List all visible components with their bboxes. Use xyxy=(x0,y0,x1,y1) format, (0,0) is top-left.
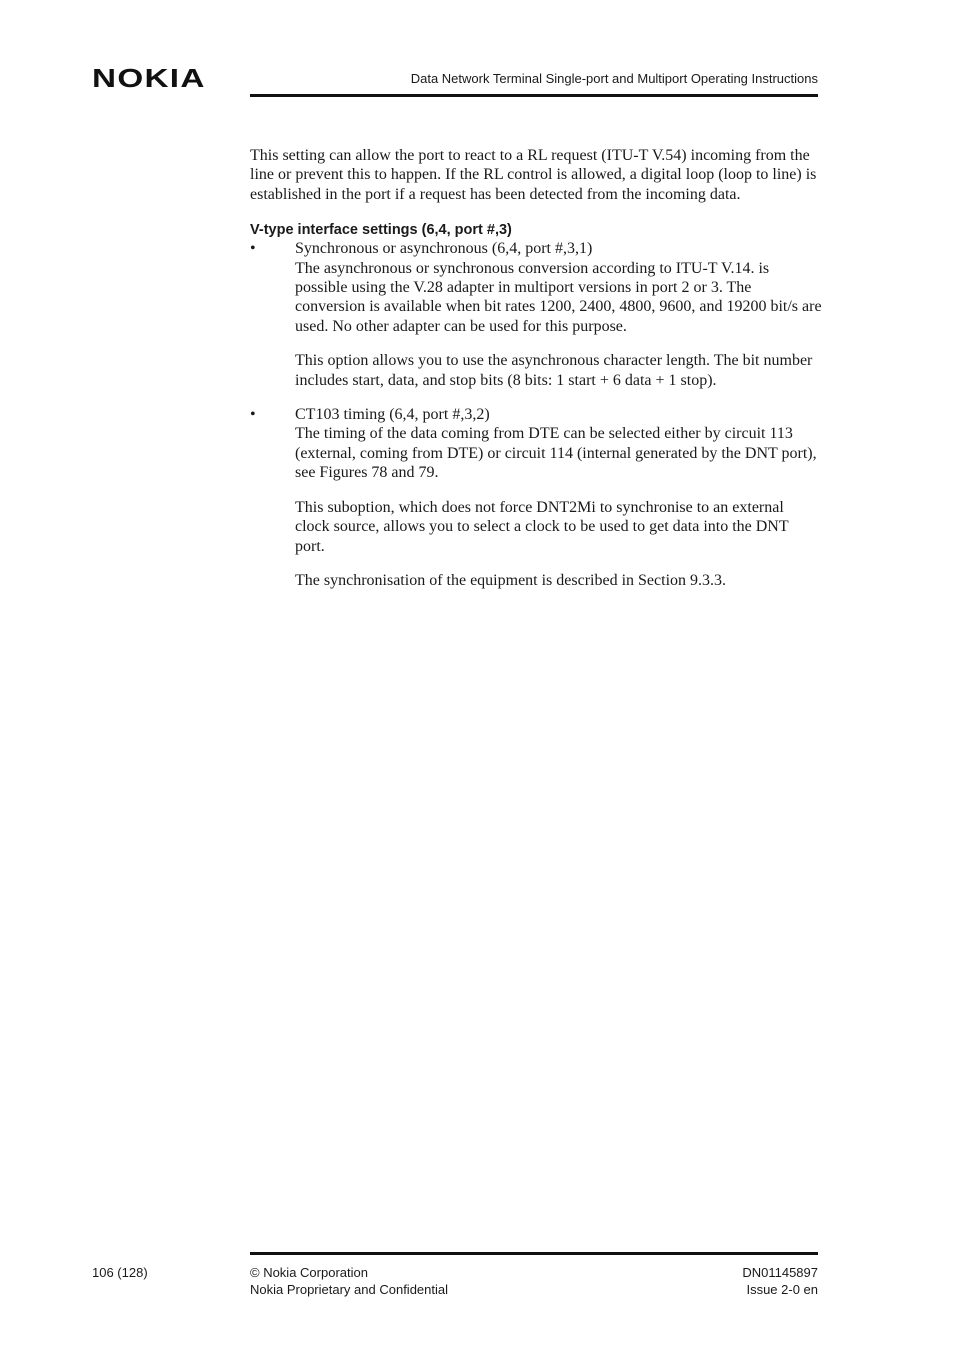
list-item-label: CT103 timing (6,4, port #,3,2) xyxy=(295,406,490,424)
intro-paragraph: This setting can allow the port to react to a RL request (ITU-T V.54) incoming from the line or prevent this to happen. If the RL control is allowed, a digital loop (loop to line) is established in the port if a request has been detected from the incoming data. xyxy=(250,147,817,203)
nokia-logo: NOKIA xyxy=(92,63,206,93)
footer-right xyxy=(742,1264,818,1298)
page-body xyxy=(250,146,822,605)
document-number: DN01145897 xyxy=(742,1265,818,1280)
bullet-icon: • xyxy=(250,406,256,424)
list-item xyxy=(250,239,822,258)
document-title: Data Network Terminal Single-port and Multiport Operating Instructions xyxy=(410,71,818,86)
page-number: 106 (128) xyxy=(92,1265,148,1280)
item-paragraph: This option allows you to use the asynchronous character length. The bit number includes start, data, and stop bits (8 bits: 1 start + 6 data + 1 stop). xyxy=(295,352,813,389)
header-divider xyxy=(250,94,818,97)
list-item xyxy=(250,405,822,424)
section-heading: V-type interface settings (6,4, port #,3) xyxy=(250,222,512,239)
item-paragraph: The asynchronous or synchronous conversion according to ITU-T V.14. is possible using the V.28 adapter in multiport versions in port 2 or 3. The conversion is available when bit rates 1200, 2400, 4800, 9600, and 19200 bit/s are used. No other adapter can be used for this purpose. xyxy=(295,259,822,335)
copyright-text: © Nokia Corporation xyxy=(250,1265,368,1280)
item-paragraph: The timing of the data coming from DTE can be selected either by circuit 113 (external, coming from DTE) or circuit 114 (internal generated by the DNT port), see Figures 78 and 79. xyxy=(295,425,817,482)
item-paragraph: This suboption, which does not force DNT2Mi to synchronise to an external clock source, allows you to select a clock to be used to get data into the DNT port. xyxy=(295,498,789,555)
footer-divider xyxy=(250,1252,818,1255)
bullet-icon: • xyxy=(250,240,256,258)
issue-label: Issue 2-0 en xyxy=(746,1282,818,1297)
footer-center xyxy=(250,1264,448,1298)
list-item-label: Synchronous or asynchronous (6,4, port #,3,1) xyxy=(295,240,593,258)
item-paragraph: The synchronisation of the equipment is described in Section 9.3.3. xyxy=(295,571,727,589)
confidential-text: Nokia Proprietary and Confidential xyxy=(250,1282,448,1297)
